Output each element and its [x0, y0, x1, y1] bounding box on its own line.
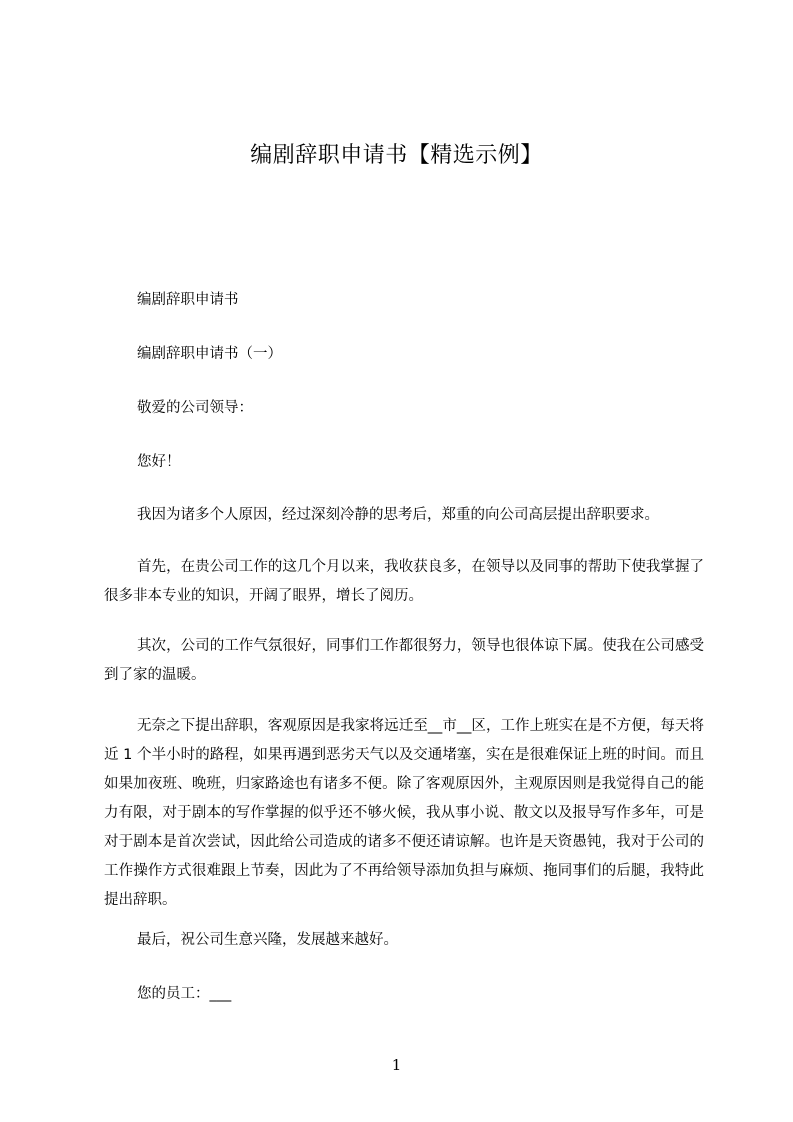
paragraph-heading: 编剧辞职申请书: [137, 292, 239, 308]
paragraph-reasons: 无奈之下提出辞职，客观原因是我家将远迁至__市__区，工作上班实在是不方便，每天将近 1 个半小时的路程，如果再遇到恶劣天气以及交通堵塞，实在是很难保证上班的时间。而且如果加夜班、晚班，归家路途也有诸多不便。除了客观原因外，主观原因则是我觉得自己的能力有限，对于剧本的写作掌握的似乎还不够火候，我从事小说、散文以及报导写作多年，可是对于剧本是首次尝试，因此给公司造成的诸多不便还请谅解。也许是天资愚钝，我对于公司的工作操作方式很难跟上节奏，因此为了不再给领导添加负担与麻烦、拖同事们的后腿，我特此提出辞职。: [104, 718, 704, 908]
paragraph-second: 其次，公司的工作气氛很好，同事们工作都很努力，领导也很体谅下属。使我在公司感受到了家的温暖。: [104, 638, 704, 683]
paragraph-subheading: 编剧辞职申请书（一）: [137, 346, 282, 362]
paragraph-greeting: 您好！: [137, 454, 181, 470]
document-title: 编剧辞职申请书【精选示例】: [250, 143, 543, 168]
page-number: 1: [391, 1056, 402, 1074]
paragraph-intro: 我因为诸多个人原因，经过深刻冷静的思考后，郑重的向公司高层提出辞职要求。: [137, 507, 659, 523]
paragraph-salutation: 敬爱的公司领导：: [137, 400, 253, 416]
paragraph-closing: 最后，祝公司生意兴隆，发展越来越好。: [137, 932, 398, 948]
paragraph-first: 首先，在贵公司工作的这几个月以来，我收获良多，在领导以及同事的帮助下使我掌握了很多非本专业的知识，开阔了眼界，增长了阅历。: [104, 559, 704, 604]
paragraph-signature: 您的员工：___: [137, 986, 232, 1002]
